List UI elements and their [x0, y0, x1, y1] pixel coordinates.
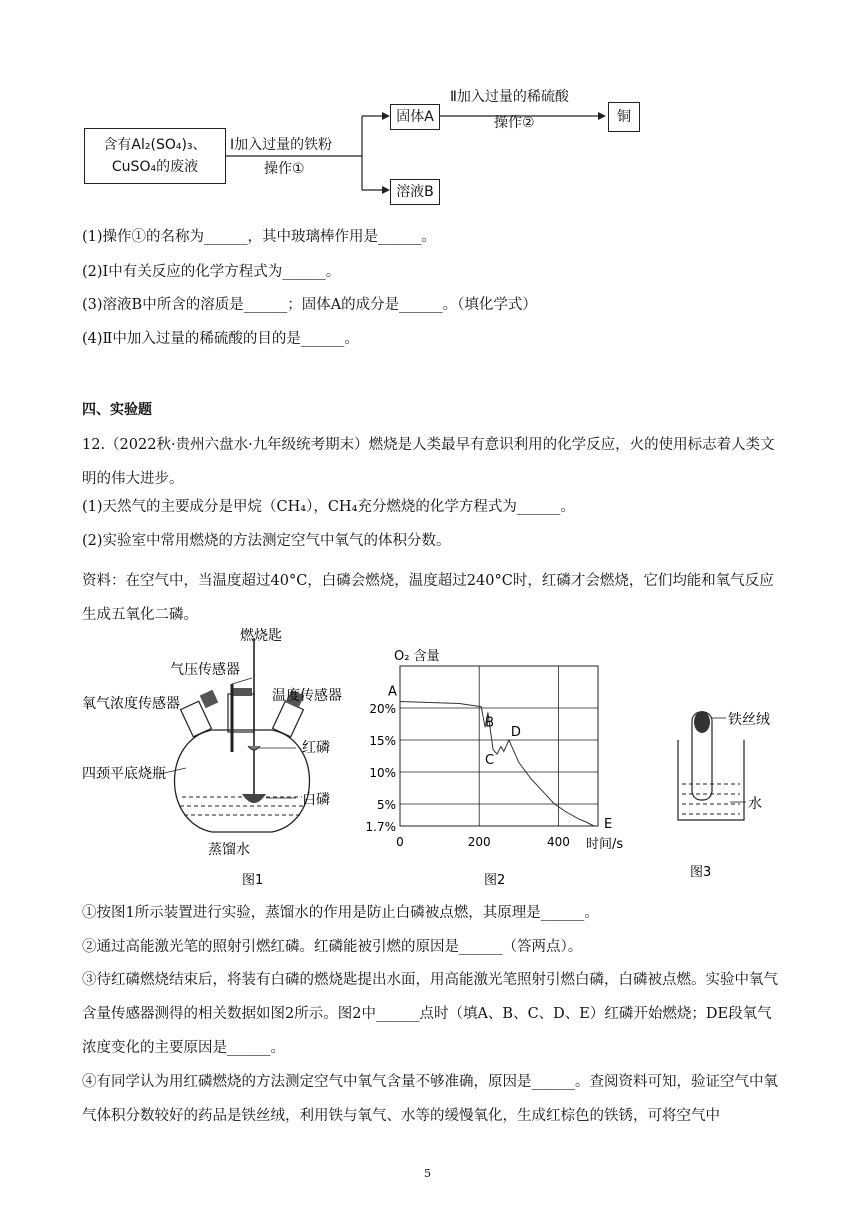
q11-part4: (4)Ⅱ中加入过量的稀硫酸的目的是______。 — [82, 331, 359, 347]
label-distilled-water: 蒸馏水 — [208, 842, 250, 858]
copper-box: 铜 — [608, 102, 640, 132]
steel-wool — [694, 711, 710, 733]
label-red-phosphorus: 红磷 — [302, 740, 330, 756]
figure-2-caption: 图2 — [484, 873, 506, 888]
label-oxygen-sensor: 氧气浓度传感器 — [82, 696, 180, 712]
y-tick-label: 5% — [376, 798, 396, 812]
q11-part3: (3)溶液B中所含的溶质是______；固体A的成分是______。（填化学式） — [82, 297, 537, 313]
label-pressure-sensor: 气压传感器 — [170, 662, 240, 678]
process-flowchart — [84, 89, 644, 206]
page-number: 5 — [424, 1167, 431, 1180]
label-flask: 四颈平底烧瓶 — [82, 766, 166, 782]
figure-1-caption: 图1 — [242, 873, 264, 888]
step1-label: Ⅰ加入过量的铁粉 — [230, 137, 333, 153]
q12-part2: (2)实验室中常用燃烧的方法测定空气中氧气的体积分数。 — [82, 533, 451, 549]
q12-sub4: ④有同学认为用红磷燃烧的方法测定空气中氧气含量不够准确，原因是______。查阅资料可知，验证空气中氧气体积分数较好的药品是铁丝绒，利用铁与氧气、水等的缓慢氧化，生成红棕色的铁锈，可将空气中 — [82, 1074, 778, 1124]
chart-xlabel: 时间/s — [586, 837, 624, 852]
section-title: 四、实验题 — [82, 402, 152, 418]
step1-operation: 操作① — [264, 161, 305, 177]
q12-part1: (1)天然气的主要成分是甲烷（CH₄），CH₄充分燃烧的化学方程式为______。 — [82, 499, 575, 515]
q11-part1: (1)操作①的名称为______，其中玻璃棒作用是______。 — [82, 229, 437, 245]
label-spoon: 燃烧匙 — [240, 628, 282, 644]
q12-intro: 12.（2022秋·贵州六盘水·九年级统考期末）燃烧是人类最早有意识利用的化学反应，火的使用标志着人类文明的伟大进步。 — [82, 437, 775, 487]
point-label-a: A — [388, 684, 397, 700]
white-phosphorus-spoon — [242, 794, 266, 803]
label-temperature-sensor: 温度传感器 — [272, 688, 342, 704]
q11-part2: (2)Ⅰ中有关反应的化学方程式为______。 — [82, 264, 341, 280]
x-tick-label: 200 — [467, 835, 491, 849]
figure-2-oxygen-chart — [350, 630, 640, 898]
point-label-e: E — [604, 817, 613, 832]
step2-label: Ⅱ加入过量的稀硫酸 — [450, 89, 569, 105]
oxygen-series-line — [400, 702, 594, 827]
x-tick-label: 400 — [546, 835, 570, 849]
chart-frame — [400, 666, 598, 826]
waste-box-line1: 含有Al₂(SO₄)₃、 — [103, 137, 207, 153]
y-tick-label: 10% — [369, 766, 396, 780]
label-white-phosphorus: 白磷 — [302, 792, 330, 808]
chart-title: O₂ 含量 — [394, 649, 440, 664]
q12-sub2: ②通过高能激光笔的照射引燃红磷。红磷能被引燃的原因是______（答两点）。 — [82, 939, 583, 955]
point-label-c: C — [485, 753, 495, 769]
y-tick-label: 20% — [369, 702, 396, 716]
point-label-b: B — [485, 715, 495, 731]
x-tick-label: 0 — [396, 835, 404, 849]
figure-3-apparatus — [668, 700, 788, 900]
solid-a-box: 固体A — [390, 104, 440, 130]
point-label-d: D — [510, 725, 521, 740]
flask-body — [175, 730, 310, 832]
figure-1-apparatus — [82, 622, 372, 890]
q12-material: 资料：在空气中，当温度超过40°C，白磷会燃烧，温度超过240°C时，红磷才会燃烧，它们均能和氧气反应生成五氧化二磷。 — [82, 573, 774, 623]
label-water: 水 — [748, 796, 762, 812]
waste-liquid-box — [84, 128, 226, 184]
beaker — [678, 740, 744, 820]
y-tick-label: 1.7% — [365, 820, 396, 834]
q12-sub1: ①按图1所示装置进行实验，蒸馏水的作用是防止白磷被点燃，其原理是______。 — [82, 905, 599, 921]
figure-3-caption: 图3 — [690, 865, 712, 880]
solution-b-box: 溶液B — [390, 179, 440, 205]
step2-operation: 操作② — [494, 115, 535, 131]
y-tick-label: 15% — [369, 734, 396, 748]
waste-box-line2: CuSO₄的废液 — [111, 159, 199, 175]
q12-sub3: ③待红磷燃烧结束后，将装有白磷的燃烧匙提出水面，用高能激光笔照射引燃白磷，白磷被点燃。实验中氧气含量传感器测得的相关数据如图2所示。图2中______点时（填A、B、C、D、E）红磷开始燃烧；DE段氧气浓度变化的主要原因是______。 — [82, 972, 778, 1056]
label-steel-wool: 铁丝绒 — [728, 712, 770, 728]
